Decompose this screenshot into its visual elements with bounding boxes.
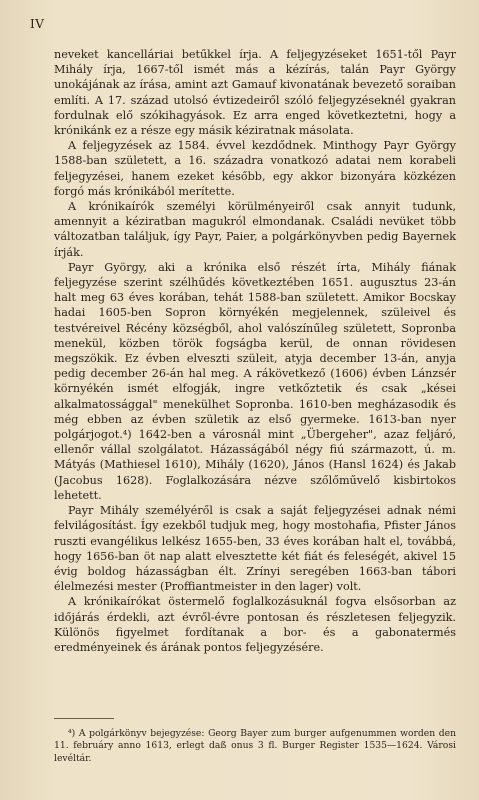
footnote-text: ⁴) A polgárkönyv bejegyzése: Georg Bayer zum burger aufgenummen worden den 11. februáry anno 1613, erlegt daß onus 3 fl. Burger Register 1535—1624. Városi levéltár. bbox=[54, 728, 456, 764]
footnote bbox=[54, 728, 456, 765]
paragraph-2: A feljegyzések az 1584. évvel kezdődnek. Minthogy Payr György 1588-ban született, a 16. századra vonatkozó adatai nem korabeli feljegyzései, hanem ezeket később, egy akkor bizonyára közkézen forgó más krónikából merítette. bbox=[54, 139, 456, 198]
paragraph-1: neveket kancelláriai betűkkel írja. A feljegyzéseket 1651-től Payr Mihály írja, 1667-től ismét más a kézírás, talán Payr György unokájának az írása, amint azt Gamauf kivonatának bevezető soraiban említi. A 17. század utolsó évtizedeiről szóló feljegyzéseknél gyakran fordulnak elő szókihagyások. Ez arra enged következtetni, hogy a krónikánk ez a része egy másik kéziratnak másolata. bbox=[54, 48, 456, 138]
paragraph-5: Payr Mihály személyéről is csak a saját feljegyzései adnak némi felvilágosítást. Így ezekből tudjuk meg, hogy mostohafia, Pfister János ruszti evangélikus lelkész 1655-ben, 33 éves korában halt el, továbbá, hogy 1656-ban öt nap alatt elvesztette két fiát és feleségét, akivel 15 évig boldog házasságban élt. Zrínyi seregében 1663-ban tábori élelmezési mester (Proffiantmeister in den lager) volt. bbox=[54, 504, 456, 594]
main-text bbox=[54, 47, 456, 655]
page-number: IV bbox=[30, 17, 45, 31]
footnote-divider bbox=[54, 718, 114, 719]
paragraph-6: A krónikaírókat östermelő foglalkozásuknál fogva elsősorban az időjárás érdekli, azt évről-évre pontosan és részletesen feljegyzik. Különös figyelmet fordítanak a bor- és a gabonatermés eredményeinek és árának pontos feljegyzésére. bbox=[54, 595, 456, 654]
paragraph-4: Payr György, aki a krónika első részét írta, Mihály fiának feljegyzése szerint szélhűdés következtében 1651. augusztus 23-án halt meg 63 éves korában, tehát 1588-ban született. Amikor Bocskay hadai 1605-ben Sopron környékén megjelennek, szüleivel és testvéreivel Récény községből, ahol valószínűleg született, Sopronba menekül, közben török fogságba kerül, de onnan rövidesen megszökik. Ez évben elveszti szüleit, atyja december 13-án, anyja pedig december 26-án hal meg. A rákövetkező (1606) évben Lánzsér környékén ismét elfogják, ingre vetkőztetik és csak „kései alkalmatossággal" menekülhet Sopronba. 1610-ben megházasodik és még ebben az évben születik az első gyermeke. 1613-ban nyer polgárjogot.⁴) 1642-ben a városnál mint „Übergeher", azaz feljáró, ellenőr vállal szolgálatot. Házasságából négy fiú származott, ú. m. Mátyás (Mathiesel 1610), Mihály (1620), János (Hansl 1624) és Jakab (Jacobus 1628). Foglalkozására nézve szőlőművelő kisbirtokos lehetett. bbox=[54, 260, 456, 502]
paragraph-3: A krónikaírók személyi körülményeiről csak annyit tudunk, amennyit a kéziratban magukról elmondanak. Családi nevüket több változatban találjuk, így Payr, Paier, a polgárkönyvben pedig Bayernek írják. bbox=[54, 200, 456, 259]
